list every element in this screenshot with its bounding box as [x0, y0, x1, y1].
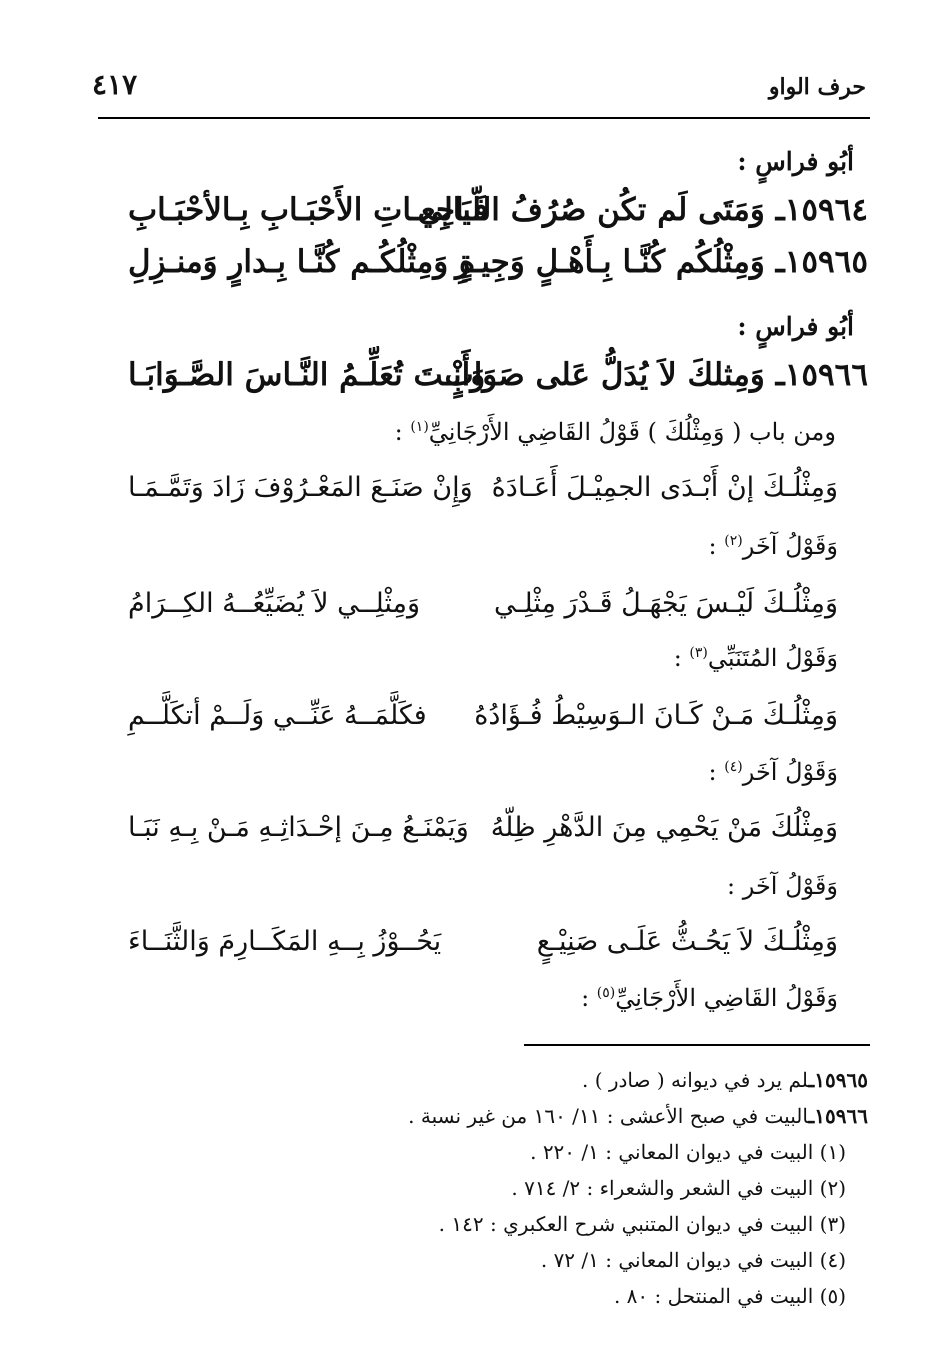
verse-number: ١٥٩٦٤ـ	[775, 192, 868, 228]
couplet-first: وَمِثْلُـكَ لَيْـسَ يَجْهَـلُ قَـدْرَ مِثْلِـي	[493, 588, 838, 619]
couplet-first: وَمِثْلُـكَ مَـنْ كَـانَ الـوَسِيْطُ فُـؤَادُهُ	[474, 700, 838, 731]
label-text: وَقَوْلُ المُتَنَبِّي	[707, 644, 838, 672]
quote-label	[727, 872, 838, 900]
footnote-ref: (٤)	[724, 759, 743, 775]
verse-number: ١٥٩٦٥ـ	[775, 244, 868, 280]
hemistich-text: وَمِثلكَ لاَ يُدَلُّ عَلى صَوَابٍ	[444, 357, 765, 393]
quote-label	[709, 532, 838, 560]
label-text: وَقَوْلُ آخَر	[742, 872, 838, 900]
footnote	[530, 1140, 846, 1164]
label-colon: :	[673, 644, 690, 672]
footnote	[439, 1212, 846, 1236]
footnote-text: البيت في ديوان المعاني : ١/ ٢٢٠ .	[530, 1140, 814, 1164]
footnote-text: البيت في ديوان المتنبي شرح العكبري : ١٤٢ .	[438, 1212, 814, 1236]
footnote	[541, 1248, 846, 1272]
label-text: وَقَوْلُ القَاضِي الأَرْجَانِيِّ	[615, 984, 838, 1012]
speaker-label: أبُو فراسٍ :	[737, 312, 854, 341]
couplet-first: وَمِثْلُـكَ إنْ أَبْـدَى الجمِيْـلَ أَعَـادَهُ	[491, 472, 838, 503]
speaker-label: أبُو فراسٍ :	[737, 147, 854, 176]
footnote-text: لم يرد في ديوانه ( صادر ) .	[581, 1068, 809, 1092]
quote-label	[709, 758, 838, 786]
footnote-text: البيت في ديوان المعاني : ١/ ٧٢ .	[540, 1248, 814, 1272]
couplet-second: وَيَمْنَـعُ مِـنَ إحْـدَاثِـهِ مَـنْ بِـهِ نَبَـا	[128, 812, 469, 843]
footnote-number: (٢)	[819, 1176, 846, 1200]
couplet-second: وَمِثْلِــي لاَ يُضَيِّعُــهُ الكِــرَامُ	[128, 588, 421, 619]
footnote-number: (١)	[819, 1140, 846, 1164]
footnote-text: البيت في صبح الأعشى : ١١/ ١٦٠ من غير نسبة .	[408, 1104, 809, 1128]
couplet-first: وَمِثْلُـكَ لاَ يَحُـثُّ عَلَـى صَنِيْـعٍ	[536, 926, 838, 957]
footnote-ref: (١)	[410, 419, 429, 435]
label-colon: :	[727, 872, 743, 900]
chapter-title: حرف الواو	[768, 74, 866, 100]
footnote	[511, 1176, 846, 1200]
label-colon: :	[708, 532, 725, 560]
verse-second-hemistich: وَأَنْـتَ تُعَلِّـمُ النَّـاسَ الصَّـوَابَـا	[128, 357, 486, 393]
footnote-text: البيت في الشعر والشعراء : ٢/ ٧١٤ .	[511, 1176, 814, 1200]
quote-label	[581, 984, 838, 1012]
label-colon: :	[581, 984, 597, 1012]
hemistich-text: وَمِثْلُكُم كُنَّـا بِـأَهْـلٍ وَجِيـرِ	[455, 244, 765, 280]
footnote-ref: (٢)	[724, 533, 743, 549]
footnote-number: ١٥٩٦٦ـ	[808, 1104, 868, 1128]
couplet-first: وَمِثْلُكَ مَنْ يَحْمِي مِنَ الدَّهْرِ ظِلّهُ	[490, 812, 838, 843]
footnote	[614, 1284, 846, 1308]
footnote-text: البيت في المنتحل : ٨٠ .	[613, 1284, 814, 1308]
page-number: ٤١٧	[92, 68, 138, 101]
footnote-ref: (٥)	[596, 985, 616, 1001]
footnote-rule	[524, 1044, 870, 1046]
footnote-ref: (٣)	[689, 645, 708, 661]
footnote-number: (٥)	[819, 1284, 846, 1308]
hemistich-text: وَمَتَى لَم تكُن صُرُفُ اللّيَالِي	[417, 192, 765, 228]
intro-colon: :	[394, 418, 411, 446]
label-text: وَقَوْلُ آخَر	[742, 532, 838, 560]
footnote-number: ١٥٩٦٥ـ	[808, 1068, 868, 1092]
footnote	[408, 1104, 868, 1128]
label-colon: :	[708, 758, 725, 786]
footnote	[582, 1068, 868, 1092]
verse-second-hemistich: ةٍ وَمِثْلُكُـم كُنَّـا بِـدارٍ وَمنـزِلِ	[128, 244, 476, 280]
header-rule	[98, 117, 870, 119]
couplet-second: يَحُــوْزُ بِــهِ المَكَــارِمَ وَالثَّنَــاءَ	[128, 926, 442, 957]
verse-second-hemistich: فَـاجِعـاتِ الأَحْبَـابِ بِـالأحْبَـابِ	[128, 192, 489, 228]
verse-first-hemistich	[455, 244, 868, 280]
quote-label	[674, 644, 838, 672]
verse-number: ١٥٩٦٦ـ	[775, 357, 868, 393]
footnote-number: (٣)	[819, 1212, 846, 1236]
label-text: وَقَوْلُ آخَر	[742, 758, 838, 786]
section-intro	[395, 418, 836, 446]
intro-text: ومن باب ( وَمِثْلُكَ ) قَوْلُ القَاضِي الأَرْجَانِيِّ	[428, 418, 836, 446]
footnote-number: (٤)	[819, 1248, 846, 1272]
couplet-second: فكَلَّمَــهُ عَنِّــي وَلَــمْ أتكَلَّــمِ	[128, 700, 427, 731]
couplet-second: وَإِنْ صَنَـعَ المَعْـرُوْفَ زَادَ وَتَمَّـمَـا	[128, 472, 473, 503]
verse-first-hemistich	[445, 357, 868, 393]
